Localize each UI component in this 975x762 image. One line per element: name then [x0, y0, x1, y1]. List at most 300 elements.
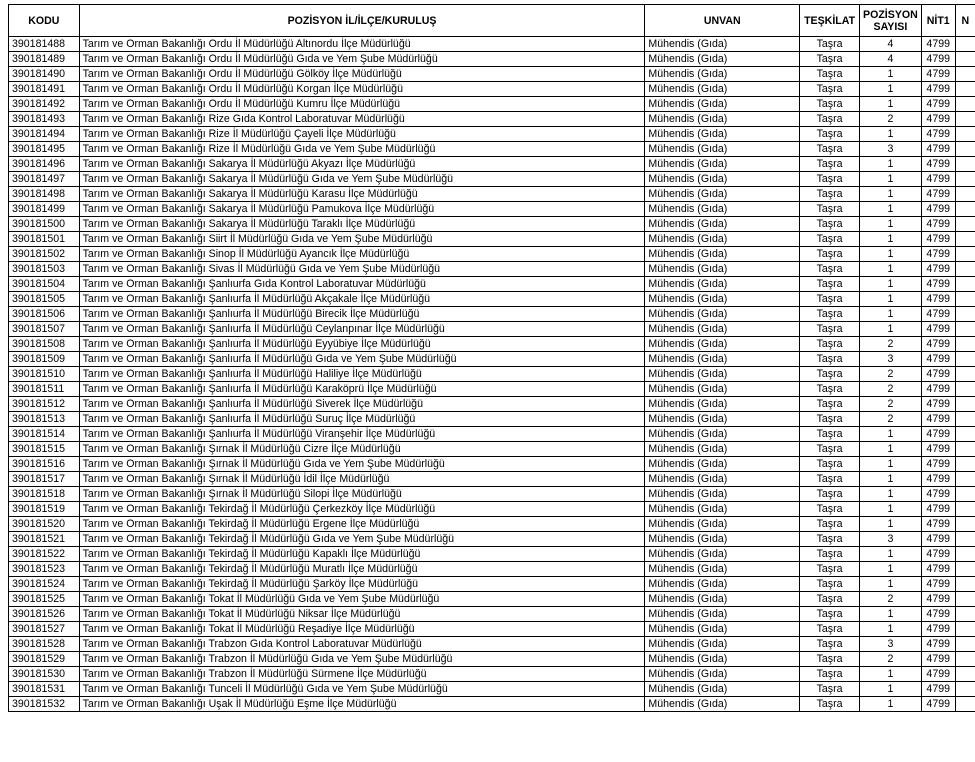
table-row — [9, 247, 975, 262]
cell-pozisyon: Tarım ve Orman Bakanlığı Rize Gıda Kontrol Laboratuvar Müdürlüğü — [79, 112, 645, 127]
cell-pozisyon-sayisi: 1 — [860, 622, 922, 637]
cell-unvan: Mühendis (Gıda) — [645, 607, 800, 622]
cell-teskilat: Taşra — [800, 352, 860, 367]
cell-nit: 4799 — [921, 562, 955, 577]
cell-nit: 4799 — [921, 67, 955, 82]
cell-unvan: Mühendis (Gıda) — [645, 382, 800, 397]
cell-pozisyon-sayisi: 1 — [860, 607, 922, 622]
cell-nit: 4799 — [921, 142, 955, 157]
cell-nit: 4799 — [921, 682, 955, 697]
cell-kodu: 390181524 — [9, 577, 80, 592]
table-row — [9, 202, 975, 217]
cell-nit: 4799 — [921, 412, 955, 427]
cell-nit: 4799 — [921, 262, 955, 277]
cell-unvan: Mühendis (Gıda) — [645, 637, 800, 652]
cell-unvan: Mühendis (Gıda) — [645, 97, 800, 112]
table-row — [9, 142, 975, 157]
cell-teskilat: Taşra — [800, 562, 860, 577]
cell-nit: 4799 — [921, 472, 955, 487]
cell-teskilat: Taşra — [800, 37, 860, 52]
cell-teskilat: Taşra — [800, 382, 860, 397]
cell-unvan: Mühendis (Gıda) — [645, 682, 800, 697]
cell-pozisyon-sayisi: 1 — [860, 697, 922, 712]
cell-next-column — [955, 412, 975, 427]
cell-kodu: 390181495 — [9, 142, 80, 157]
cell-pozisyon: Tarım ve Orman Bakanlığı Sakarya İl Müdürlüğü Gıda ve Yem Şube Müdürlüğü — [79, 172, 645, 187]
cell-nit: 4799 — [921, 607, 955, 622]
cell-next-column — [955, 622, 975, 637]
cell-teskilat: Taşra — [800, 52, 860, 67]
cell-pozisyon: Tarım ve Orman Bakanlığı Tekirdağ İl Müdürlüğü Gıda ve Yem Şube Müdürlüğü — [79, 532, 645, 547]
cell-pozisyon: Tarım ve Orman Bakanlığı Rize İl Müdürlüğü Çayeli İlçe Müdürlüğü — [79, 127, 645, 142]
table-row — [9, 82, 975, 97]
cell-pozisyon: Tarım ve Orman Bakanlığı Uşak İl Müdürlüğü Eşme İlçe Müdürlüğü — [79, 697, 645, 712]
cell-kodu: 390181500 — [9, 217, 80, 232]
cell-kodu: 390181515 — [9, 442, 80, 457]
cell-nit: 4799 — [921, 172, 955, 187]
cell-next-column — [955, 442, 975, 457]
cell-unvan: Mühendis (Gıda) — [645, 67, 800, 82]
cell-kodu: 390181523 — [9, 562, 80, 577]
cell-nit: 4799 — [921, 157, 955, 172]
cell-kodu: 390181502 — [9, 247, 80, 262]
cell-pozisyon-sayisi: 1 — [860, 487, 922, 502]
cell-pozisyon-sayisi: 4 — [860, 37, 922, 52]
table-row — [9, 187, 975, 202]
cell-pozisyon: Tarım ve Orman Bakanlığı Şanlıurfa İl Müdürlüğü Eyyübiye İlçe Müdürlüğü — [79, 337, 645, 352]
cell-teskilat: Taşra — [800, 667, 860, 682]
cell-pozisyon-sayisi: 1 — [860, 457, 922, 472]
cell-teskilat: Taşra — [800, 127, 860, 142]
cell-teskilat: Taşra — [800, 82, 860, 97]
cell-unvan: Mühendis (Gıda) — [645, 517, 800, 532]
cell-next-column — [955, 217, 975, 232]
cell-teskilat: Taşra — [800, 97, 860, 112]
cell-teskilat: Taşra — [800, 652, 860, 667]
cell-pozisyon-sayisi: 1 — [860, 67, 922, 82]
cell-nit: 4799 — [921, 52, 955, 67]
cell-pozisyon: Tarım ve Orman Bakanlığı Sakarya İl Müdürlüğü Karasu İlçe Müdürlüğü — [79, 187, 645, 202]
cell-pozisyon: Tarım ve Orman Bakanlığı Şanlıurfa İl Müdürlüğü Akçakale İlçe Müdürlüğü — [79, 292, 645, 307]
cell-pozisyon: Tarım ve Orman Bakanlığı Trabzon İl Müdürlüğü Gıda ve Yem Şube Müdürlüğü — [79, 652, 645, 667]
table-row — [9, 262, 975, 277]
cell-pozisyon: Tarım ve Orman Bakanlığı Ordu İl Müdürlüğü Gölköy İlçe Müdürlüğü — [79, 67, 645, 82]
header-nit: NİT1 — [921, 5, 955, 37]
cell-pozisyon: Tarım ve Orman Bakanlığı Şanlıurfa İl Müdürlüğü Viranşehir İlçe Müdürlüğü — [79, 427, 645, 442]
cell-pozisyon: Tarım ve Orman Bakanlığı Şanlıurfa İl Müdürlüğü Birecik İlçe Müdürlüğü — [79, 307, 645, 322]
cell-next-column — [955, 637, 975, 652]
cell-unvan: Mühendis (Gıda) — [645, 322, 800, 337]
cell-kodu: 390181529 — [9, 652, 80, 667]
cell-next-column — [955, 682, 975, 697]
cell-next-column — [955, 667, 975, 682]
cell-nit: 4799 — [921, 307, 955, 322]
header-pozisyon-sayisi — [860, 5, 922, 37]
cell-pozisyon-sayisi: 1 — [860, 97, 922, 112]
cell-kodu: 390181518 — [9, 487, 80, 502]
cell-unvan: Mühendis (Gıda) — [645, 487, 800, 502]
cell-next-column — [955, 697, 975, 712]
cell-nit: 4799 — [921, 112, 955, 127]
cell-pozisyon-sayisi: 2 — [860, 397, 922, 412]
cell-next-column — [955, 172, 975, 187]
cell-teskilat: Taşra — [800, 397, 860, 412]
cell-next-column — [955, 652, 975, 667]
cell-next-column — [955, 307, 975, 322]
table-row — [9, 172, 975, 187]
cell-pozisyon: Tarım ve Orman Bakanlığı Tokat İl Müdürlüğü Gıda ve Yem Şube Müdürlüğü — [79, 592, 645, 607]
table-row — [9, 397, 975, 412]
cell-teskilat: Taşra — [800, 112, 860, 127]
cell-teskilat: Taşra — [800, 517, 860, 532]
cell-unvan: Mühendis (Gıda) — [645, 112, 800, 127]
cell-kodu: 390181508 — [9, 337, 80, 352]
cell-teskilat: Taşra — [800, 157, 860, 172]
cell-teskilat: Taşra — [800, 367, 860, 382]
cell-unvan: Mühendis (Gıda) — [645, 562, 800, 577]
cell-pozisyon: Tarım ve Orman Bakanlığı Trabzon İl Müdürlüğü Sürmene İlçe Müdürlüğü — [79, 667, 645, 682]
cell-unvan: Mühendis (Gıda) — [645, 427, 800, 442]
cell-pozisyon-sayisi: 1 — [860, 277, 922, 292]
table-row — [9, 37, 975, 52]
cell-kodu: 390181498 — [9, 187, 80, 202]
cell-unvan: Mühendis (Gıda) — [645, 472, 800, 487]
cell-kodu: 390181519 — [9, 502, 80, 517]
cell-next-column — [955, 607, 975, 622]
cell-unvan: Mühendis (Gıda) — [645, 397, 800, 412]
cell-next-column — [955, 397, 975, 412]
cell-kodu: 390181513 — [9, 412, 80, 427]
cell-teskilat: Taşra — [800, 337, 860, 352]
header-teskilat: TEŞKİLAT — [800, 5, 860, 37]
cell-nit: 4799 — [921, 82, 955, 97]
cell-nit: 4799 — [921, 517, 955, 532]
cell-pozisyon: Tarım ve Orman Bakanlığı Siirt İl Müdürlüğü Gıda ve Yem Şube Müdürlüğü — [79, 232, 645, 247]
cell-nit: 4799 — [921, 97, 955, 112]
cell-kodu: 390181506 — [9, 307, 80, 322]
cell-pozisyon: Tarım ve Orman Bakanlığı Sinop İl Müdürlüğü Ayancık İlçe Müdürlüğü — [79, 247, 645, 262]
cell-nit: 4799 — [921, 592, 955, 607]
cell-teskilat: Taşra — [800, 532, 860, 547]
cell-pozisyon-sayisi: 1 — [860, 502, 922, 517]
cell-unvan: Mühendis (Gıda) — [645, 442, 800, 457]
positions-table — [8, 4, 975, 712]
cell-pozisyon: Tarım ve Orman Bakanlığı Ordu İl Müdürlüğü Altınordu İlçe Müdürlüğü — [79, 37, 645, 52]
cell-pozisyon: Tarım ve Orman Bakanlığı Şanlıurfa İl Müdürlüğü Suruç İlçe Müdürlüğü — [79, 412, 645, 427]
cell-next-column — [955, 457, 975, 472]
cell-nit: 4799 — [921, 457, 955, 472]
cell-unvan: Mühendis (Gıda) — [645, 127, 800, 142]
cell-pozisyon: Tarım ve Orman Bakanlığı Tekirdağ İl Müdürlüğü Ergene İlçe Müdürlüğü — [79, 517, 645, 532]
cell-teskilat: Taşra — [800, 487, 860, 502]
cell-pozisyon: Tarım ve Orman Bakanlığı Sakarya İl Müdürlüğü Akyazı İlçe Müdürlüğü — [79, 157, 645, 172]
cell-unvan: Mühendis (Gıda) — [645, 202, 800, 217]
cell-kodu: 390181489 — [9, 52, 80, 67]
cell-pozisyon: Tarım ve Orman Bakanlığı Şanlıurfa İl Müdürlüğü Haliliye İlçe Müdürlüğü — [79, 367, 645, 382]
cell-nit: 4799 — [921, 547, 955, 562]
cell-next-column — [955, 292, 975, 307]
table-row — [9, 127, 975, 142]
table-row — [9, 562, 975, 577]
cell-kodu: 390181492 — [9, 97, 80, 112]
cell-pozisyon: Tarım ve Orman Bakanlığı Şanlıurfa İl Müdürlüğü Ceylanpınar İlçe Müdürlüğü — [79, 322, 645, 337]
cell-pozisyon: Tarım ve Orman Bakanlığı Tekirdağ İl Müdürlüğü Şarköy İlçe Müdürlüğü — [79, 577, 645, 592]
cell-pozisyon: Tarım ve Orman Bakanlığı Şırnak İl Müdürlüğü Silopi İlçe Müdürlüğü — [79, 487, 645, 502]
cell-pozisyon-sayisi: 1 — [860, 682, 922, 697]
cell-pozisyon: Tarım ve Orman Bakanlığı Ordu İl Müdürlüğü Korgan İlçe Müdürlüğü — [79, 82, 645, 97]
cell-next-column — [955, 232, 975, 247]
cell-nit: 4799 — [921, 127, 955, 142]
cell-pozisyon: Tarım ve Orman Bakanlığı Rize İl Müdürlüğü Gıda ve Yem Şube Müdürlüğü — [79, 142, 645, 157]
cell-nit: 4799 — [921, 187, 955, 202]
cell-pozisyon-sayisi: 2 — [860, 652, 922, 667]
cell-pozisyon-sayisi: 2 — [860, 337, 922, 352]
cell-kodu: 390181490 — [9, 67, 80, 82]
cell-kodu: 390181516 — [9, 457, 80, 472]
cell-teskilat: Taşra — [800, 697, 860, 712]
header-pozisyon: POZİSYON İL/İLÇE/KURULUŞ — [79, 5, 645, 37]
cell-nit: 4799 — [921, 382, 955, 397]
table-row — [9, 427, 975, 442]
cell-next-column — [955, 487, 975, 502]
cell-pozisyon: Tarım ve Orman Bakanlığı Şanlıurfa İl Müdürlüğü Siverek İlçe Müdürlüğü — [79, 397, 645, 412]
cell-kodu: 390181520 — [9, 517, 80, 532]
cell-teskilat: Taşra — [800, 682, 860, 697]
cell-pozisyon: Tarım ve Orman Bakanlığı Şırnak İl Müdürlüğü İdil İlçe Müdürlüğü — [79, 472, 645, 487]
cell-pozisyon-sayisi: 1 — [860, 217, 922, 232]
table-row — [9, 337, 975, 352]
cell-pozisyon-sayisi: 2 — [860, 412, 922, 427]
cell-next-column — [955, 577, 975, 592]
table-row — [9, 487, 975, 502]
cell-unvan: Mühendis (Gıda) — [645, 142, 800, 157]
cell-nit: 4799 — [921, 337, 955, 352]
cell-kodu: 390181497 — [9, 172, 80, 187]
cell-teskilat: Taşra — [800, 547, 860, 562]
cell-unvan: Mühendis (Gıda) — [645, 352, 800, 367]
cell-next-column — [955, 112, 975, 127]
cell-kodu: 390181522 — [9, 547, 80, 562]
cell-next-column — [955, 517, 975, 532]
cell-unvan: Mühendis (Gıda) — [645, 337, 800, 352]
cell-unvan: Mühendis (Gıda) — [645, 697, 800, 712]
cell-pozisyon: Tarım ve Orman Bakanlığı Tekirdağ İl Müdürlüğü Çerkezköy İlçe Müdürlüğü — [79, 502, 645, 517]
cell-kodu: 390181493 — [9, 112, 80, 127]
cell-teskilat: Taşra — [800, 262, 860, 277]
table-row — [9, 652, 975, 667]
cell-pozisyon-sayisi: 1 — [860, 667, 922, 682]
cell-kodu: 390181491 — [9, 82, 80, 97]
cell-teskilat: Taşra — [800, 277, 860, 292]
cell-unvan: Mühendis (Gıda) — [645, 232, 800, 247]
cell-kodu: 390181527 — [9, 622, 80, 637]
cell-pozisyon: Tarım ve Orman Bakanlığı Sivas İl Müdürlüğü Gıda ve Yem Şube Müdürlüğü — [79, 262, 645, 277]
cell-pozisyon-sayisi: 1 — [860, 247, 922, 262]
cell-pozisyon-sayisi: 1 — [860, 517, 922, 532]
cell-next-column — [955, 97, 975, 112]
cell-teskilat: Taşra — [800, 622, 860, 637]
cell-pozisyon: Tarım ve Orman Bakanlığı Tekirdağ İl Müdürlüğü Muratlı İlçe Müdürlüğü — [79, 562, 645, 577]
cell-teskilat: Taşra — [800, 592, 860, 607]
cell-unvan: Mühendis (Gıda) — [645, 622, 800, 637]
cell-unvan: Mühendis (Gıda) — [645, 652, 800, 667]
cell-nit: 4799 — [921, 442, 955, 457]
cell-next-column — [955, 157, 975, 172]
cell-pozisyon: Tarım ve Orman Bakanlığı Şanlıurfa İl Müdürlüğü Karaköprü İlçe Müdürlüğü — [79, 382, 645, 397]
table-row — [9, 592, 975, 607]
cell-pozisyon-sayisi: 1 — [860, 322, 922, 337]
cell-kodu: 390181531 — [9, 682, 80, 697]
table-row — [9, 367, 975, 382]
cell-teskilat: Taşra — [800, 442, 860, 457]
cell-pozisyon-sayisi: 2 — [860, 592, 922, 607]
cell-unvan: Mühendis (Gıda) — [645, 457, 800, 472]
cell-kodu: 390181509 — [9, 352, 80, 367]
cell-pozisyon-sayisi: 1 — [860, 157, 922, 172]
cell-next-column — [955, 472, 975, 487]
cell-kodu: 390181504 — [9, 277, 80, 292]
cell-pozisyon-sayisi: 2 — [860, 382, 922, 397]
cell-next-column — [955, 532, 975, 547]
cell-kodu: 390181488 — [9, 37, 80, 52]
table-row — [9, 277, 975, 292]
table-row — [9, 352, 975, 367]
table-row — [9, 517, 975, 532]
table-row — [9, 97, 975, 112]
cell-pozisyon-sayisi: 1 — [860, 232, 922, 247]
cell-next-column — [955, 502, 975, 517]
table-row — [9, 292, 975, 307]
cell-kodu: 390181496 — [9, 157, 80, 172]
cell-nit: 4799 — [921, 277, 955, 292]
cell-teskilat: Taşra — [800, 232, 860, 247]
cell-pozisyon-sayisi: 1 — [860, 187, 922, 202]
cell-pozisyon-sayisi: 1 — [860, 127, 922, 142]
cell-next-column — [955, 427, 975, 442]
cell-unvan: Mühendis (Gıda) — [645, 667, 800, 682]
cell-nit: 4799 — [921, 637, 955, 652]
cell-pozisyon-sayisi: 1 — [860, 202, 922, 217]
cell-pozisyon: Tarım ve Orman Bakanlığı Tokat İl Müdürlüğü Niksar İlçe Müdürlüğü — [79, 607, 645, 622]
cell-pozisyon-sayisi: 3 — [860, 532, 922, 547]
header-sayi-line1: POZİSYON — [863, 8, 918, 21]
cell-kodu: 390181532 — [9, 697, 80, 712]
cell-nit: 4799 — [921, 697, 955, 712]
cell-nit: 4799 — [921, 667, 955, 682]
table-row — [9, 412, 975, 427]
cell-pozisyon-sayisi: 1 — [860, 82, 922, 97]
table-row — [9, 697, 975, 712]
cell-pozisyon: Tarım ve Orman Bakanlığı Sakarya İl Müdürlüğü Pamukova İlçe Müdürlüğü — [79, 202, 645, 217]
cell-teskilat: Taşra — [800, 577, 860, 592]
cell-pozisyon: Tarım ve Orman Bakanlığı Sakarya İl Müdürlüğü Taraklı İlçe Müdürlüğü — [79, 217, 645, 232]
cell-unvan: Mühendis (Gıda) — [645, 262, 800, 277]
cell-kodu: 390181507 — [9, 322, 80, 337]
cell-next-column — [955, 367, 975, 382]
cell-nit: 4799 — [921, 532, 955, 547]
table-row — [9, 52, 975, 67]
cell-next-column — [955, 277, 975, 292]
cell-pozisyon: Tarım ve Orman Bakanlığı Tokat İl Müdürlüğü Reşadiye İlçe Müdürlüğü — [79, 622, 645, 637]
cell-pozisyon: Tarım ve Orman Bakanlığı Tunceli İl Müdürlüğü Gıda ve Yem Şube Müdürlüğü — [79, 682, 645, 697]
cell-next-column — [955, 382, 975, 397]
cell-pozisyon-sayisi: 2 — [860, 367, 922, 382]
table-row — [9, 622, 975, 637]
cell-nit: 4799 — [921, 352, 955, 367]
table-row — [9, 637, 975, 652]
cell-teskilat: Taşra — [800, 637, 860, 652]
cell-next-column — [955, 37, 975, 52]
cell-pozisyon-sayisi: 1 — [860, 172, 922, 187]
cell-nit: 4799 — [921, 232, 955, 247]
table-row — [9, 472, 975, 487]
cell-pozisyon-sayisi: 3 — [860, 352, 922, 367]
cell-teskilat: Taşra — [800, 172, 860, 187]
cell-kodu: 390181521 — [9, 532, 80, 547]
cell-next-column — [955, 592, 975, 607]
cell-pozisyon: Tarım ve Orman Bakanlığı Ordu İl Müdürlüğü Gıda ve Yem Şube Müdürlüğü — [79, 52, 645, 67]
cell-nit: 4799 — [921, 322, 955, 337]
cell-next-column — [955, 247, 975, 262]
cell-next-column — [955, 262, 975, 277]
cell-unvan: Mühendis (Gıda) — [645, 577, 800, 592]
cell-next-column — [955, 142, 975, 157]
cell-nit: 4799 — [921, 427, 955, 442]
cell-pozisyon-sayisi: 1 — [860, 292, 922, 307]
cell-next-column — [955, 352, 975, 367]
cell-teskilat: Taşra — [800, 202, 860, 217]
cell-unvan: Mühendis (Gıda) — [645, 502, 800, 517]
cell-nit: 4799 — [921, 652, 955, 667]
cell-nit: 4799 — [921, 487, 955, 502]
cell-unvan: Mühendis (Gıda) — [645, 532, 800, 547]
cell-unvan: Mühendis (Gıda) — [645, 217, 800, 232]
table-row — [9, 217, 975, 232]
cell-kodu: 390181503 — [9, 262, 80, 277]
cell-teskilat: Taşra — [800, 67, 860, 82]
cell-teskilat: Taşra — [800, 472, 860, 487]
cell-next-column — [955, 202, 975, 217]
cell-kodu: 390181517 — [9, 472, 80, 487]
cell-unvan: Mühendis (Gıda) — [645, 247, 800, 262]
cell-kodu: 390181525 — [9, 592, 80, 607]
cell-nit: 4799 — [921, 37, 955, 52]
header-row — [9, 5, 975, 37]
cell-kodu: 390181514 — [9, 427, 80, 442]
cell-next-column — [955, 67, 975, 82]
cell-unvan: Mühendis (Gıda) — [645, 187, 800, 202]
cell-next-column — [955, 322, 975, 337]
cell-nit: 4799 — [921, 577, 955, 592]
cell-pozisyon: Tarım ve Orman Bakanlığı Trabzon Gıda Kontrol Laboratuvar Müdürlüğü — [79, 637, 645, 652]
cell-kodu: 390181512 — [9, 397, 80, 412]
cell-pozisyon-sayisi: 1 — [860, 577, 922, 592]
table-row — [9, 577, 975, 592]
cell-kodu: 390181501 — [9, 232, 80, 247]
cell-pozisyon-sayisi: 1 — [860, 472, 922, 487]
cell-kodu: 390181510 — [9, 367, 80, 382]
cell-teskilat: Taşra — [800, 457, 860, 472]
table-row — [9, 307, 975, 322]
cell-pozisyon: Tarım ve Orman Bakanlığı Ordu İl Müdürlüğü Kumru İlçe Müdürlüğü — [79, 97, 645, 112]
cell-unvan: Mühendis (Gıda) — [645, 52, 800, 67]
cell-nit: 4799 — [921, 202, 955, 217]
cell-nit: 4799 — [921, 217, 955, 232]
header-next: N — [955, 5, 975, 37]
cell-teskilat: Taşra — [800, 412, 860, 427]
cell-next-column — [955, 547, 975, 562]
cell-unvan: Mühendis (Gıda) — [645, 172, 800, 187]
